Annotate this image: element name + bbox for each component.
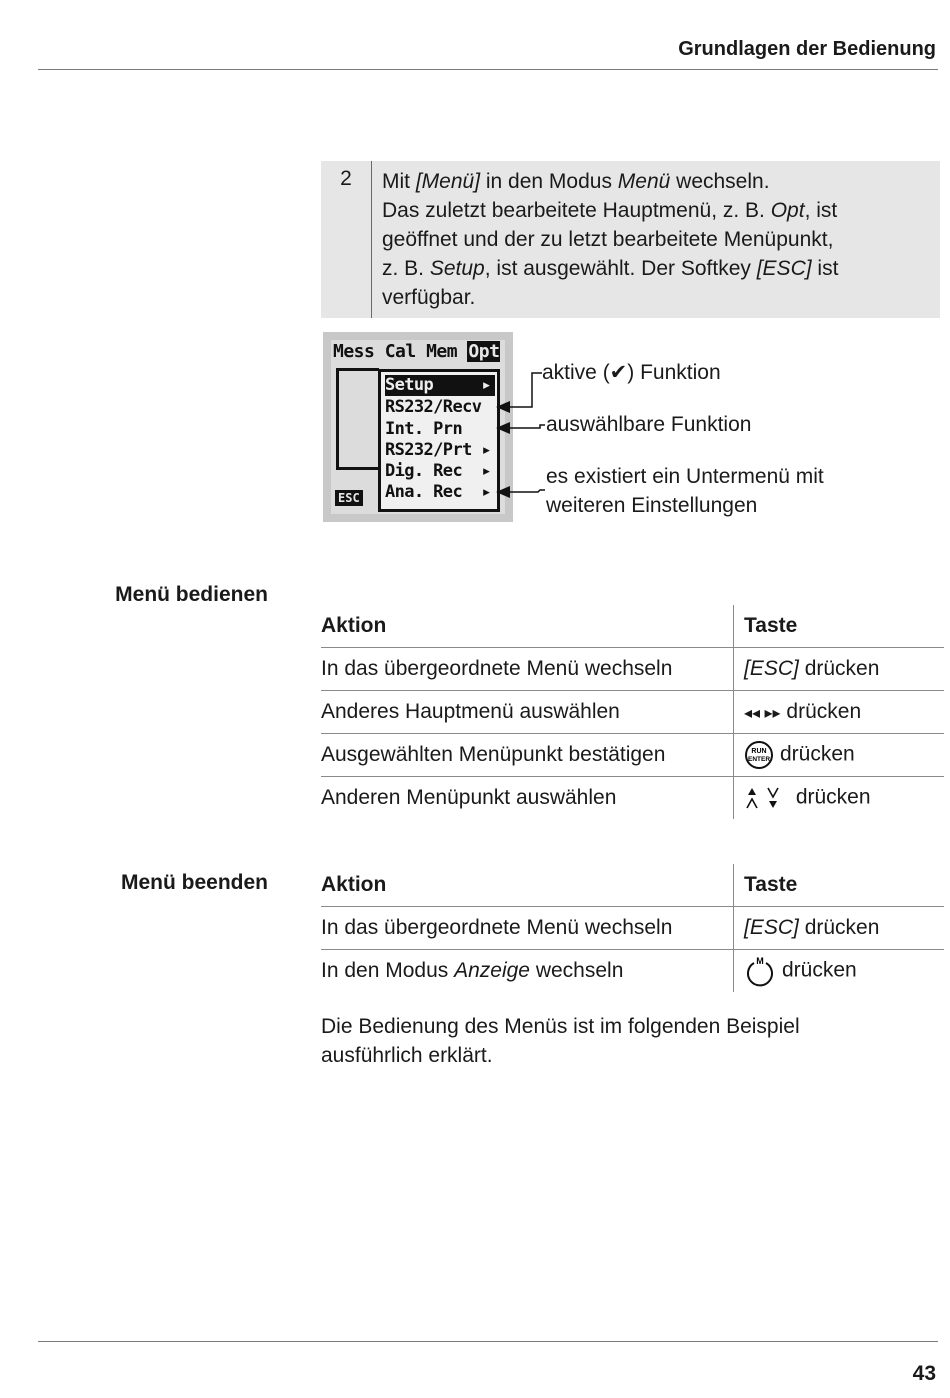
callout-arrows [490,360,550,500]
step-text [382,167,932,312]
step-line-5: verfügbar. [382,286,476,309]
section-label-menu-operate: Menü bedienen [115,583,268,606]
display-menu [378,369,500,512]
table-header-row [321,864,944,907]
header-rule [38,69,938,70]
callout-submenu: es existiert ein Untermenü mit weiteren Einstellungen [546,465,824,517]
svg-text:M: M [756,956,764,966]
action-cell: Anderes Hauptmenü auswählen [321,691,734,734]
section-label-menu-exit: Menü beenden [120,871,268,894]
menu-operate-table [321,605,944,819]
action-cell: In das übergeordnete Menü wechseln [321,648,734,691]
menu-exit-table [321,864,944,992]
display-tab-bar [333,341,500,362]
display-menu-item-rs232-prt: RS232/Prt ▸ [385,440,491,460]
mode-key-icon [744,955,776,987]
page-number: 43 [912,1362,936,1385]
up-down-arrow-keys-icon [744,785,784,811]
display-menu-item-ana-rec: Ana. Rec ▸ [385,482,491,502]
action-cell: In das übergeordnete Menü wechseln [321,907,734,950]
display-tab-mess: Mess [333,341,375,362]
svg-text:ENTER: ENTER [747,756,771,763]
step-line-1: Mit [Menü] in den Modus Menü wechseln. [382,170,770,193]
submenu-arrow-icon: ▸ [481,440,491,460]
submenu-arrow-icon: ▸ [481,482,491,502]
table-row [321,691,944,734]
display-softkey-esc: ESC [335,490,363,506]
display-tab-opt: Opt [468,341,500,362]
step-divider [371,161,372,318]
left-right-arrow-keys-icon: ◂◂ ▸▸ [744,705,781,722]
action-cell: Ausgewählten Menüpunkt bestätigen [321,734,734,777]
action-cell: Anderen Menüpunkt auswählen [321,777,734,820]
key-cell: M drücken [734,950,945,993]
key-cell: ◂◂ ▸▸ drücken [734,691,945,734]
key-cell: [ESC] drücken [734,648,945,691]
submenu-arrow-icon: ▸ [481,375,491,395]
step-line-3: geöffnet und der zu letzt bearbeitete Menüpunkt, [382,228,834,251]
page-header-title: Grundlagen der Bedienung [678,38,936,60]
table-row [321,777,944,820]
step-line-2: Das zuletzt bearbeitete Hauptmenü, z. B. Opt, ist [382,199,838,222]
display-menu-item-dig-rec: Dig. Rec ▸ [385,461,491,481]
display-menu-item-rs232-recv: RS232/Recv [385,397,482,417]
footnote-text: Die Bedienung des Menüs ist im folgenden Beispiel ausführlich erklärt. [321,1015,800,1067]
submenu-arrow-icon: ▸ [481,461,491,481]
callout-selectable-function: auswählbare Funktion [546,413,752,436]
step-line-4: z. B. Setup, ist ausgewählt. Der Softkey [ESC] ist [382,257,839,280]
column-header-key: Taste [734,864,945,907]
column-header-action: Aktion [321,605,734,648]
table-row [321,734,944,777]
display-menu-item-int-prn: Int. Prn [385,419,463,439]
callout-active-function: aktive (✔) Funktion [542,361,721,384]
column-header-action: Aktion [321,864,734,907]
table-row [321,648,944,691]
table-row [321,907,944,950]
svg-text:RUN: RUN [751,748,767,755]
display-tab-mem: Mem [426,341,458,362]
action-cell: In den Modus Anzeige wechseln [321,950,734,993]
footer-rule [38,1341,938,1342]
key-cell: RUN ENTER drücken [734,734,945,777]
table-header-row [321,605,944,648]
key-cell: drücken [734,777,945,820]
step-number: 2 [340,167,352,190]
run-enter-key-icon [744,740,774,770]
display-menu-item-setup: Setup ▸ [385,375,495,396]
table-row [321,950,944,993]
display-tab-cal: Cal [384,341,416,362]
display-bracket [336,368,379,470]
column-header-key: Taste [734,605,945,648]
key-cell: [ESC] drücken [734,907,945,950]
